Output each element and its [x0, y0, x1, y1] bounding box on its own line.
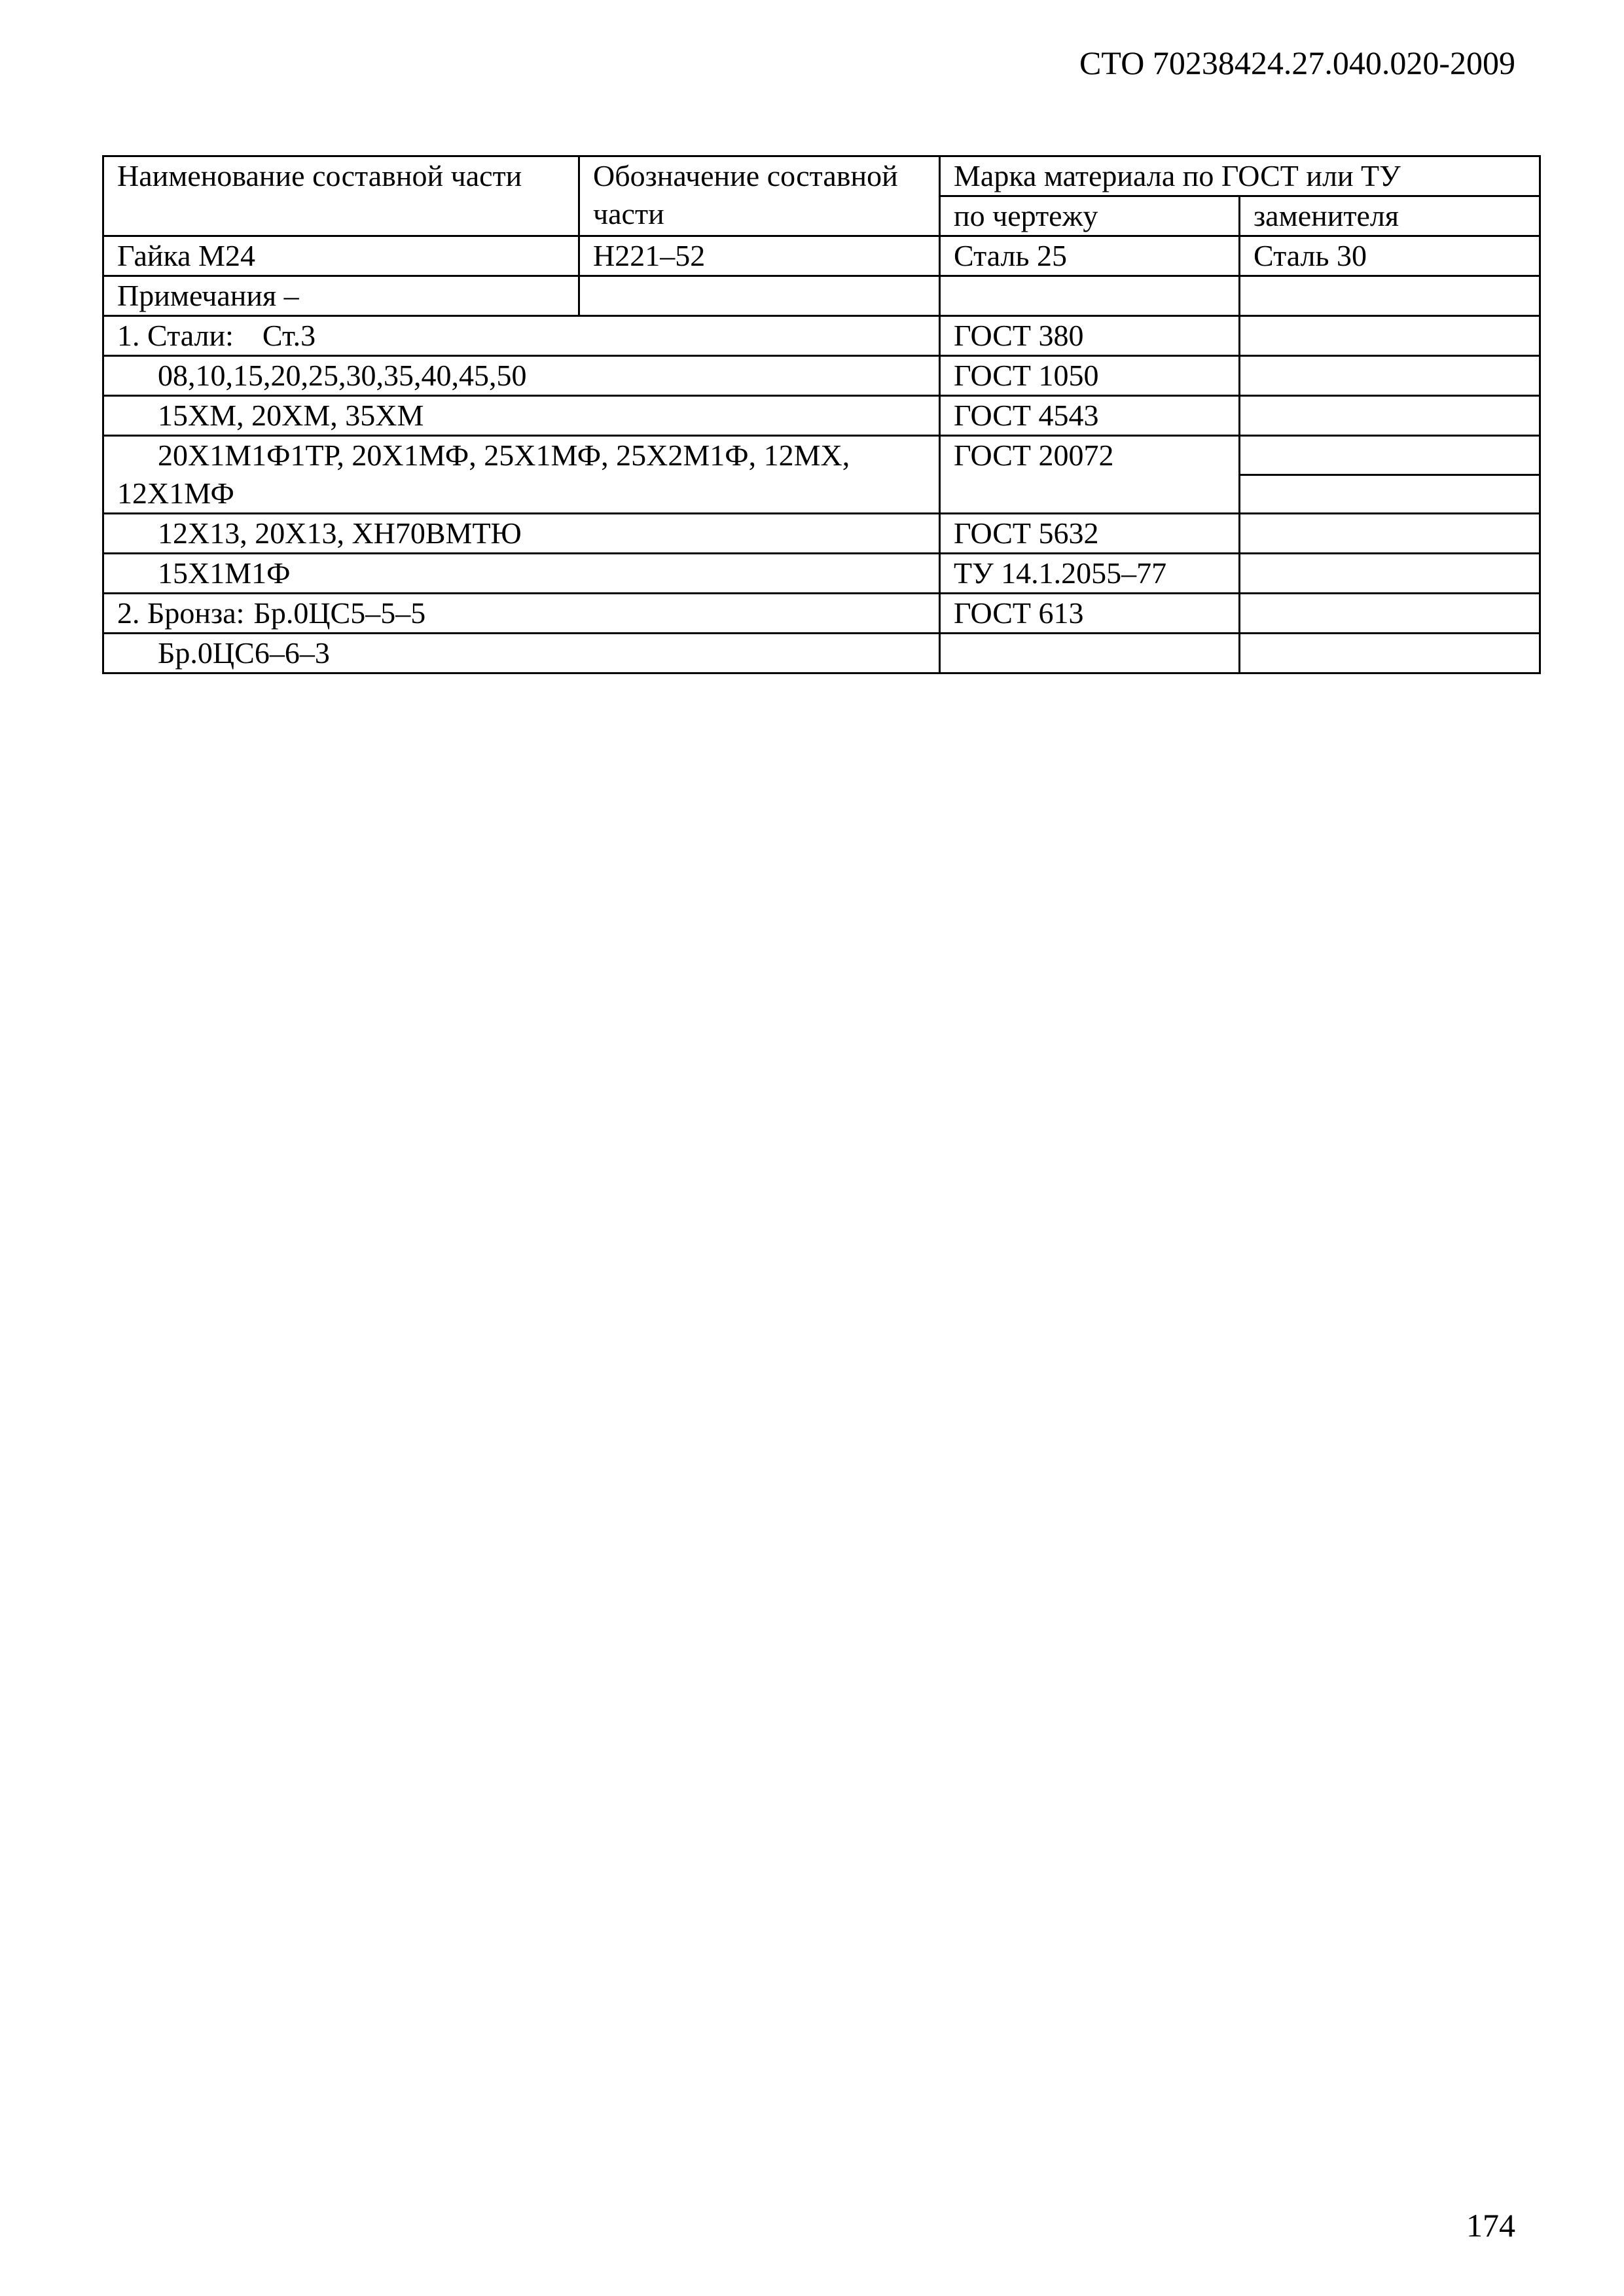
notes-label: Примечания –	[103, 276, 579, 316]
empty-cell	[1240, 396, 1540, 436]
bronze-first-grade	[103, 594, 940, 634]
empty-cell	[579, 276, 940, 316]
table-row	[103, 356, 1540, 396]
steels-label: 1. Стали:	[117, 319, 234, 352]
header-component-designation: Обозначение составной части	[579, 156, 940, 236]
standard-cell: ГОСТ 5632	[940, 514, 1240, 554]
table-row	[103, 634, 1540, 673]
standard-cell: ГОСТ 1050	[940, 356, 1240, 396]
grades-cell: 12Х13, 20Х13, ХН70ВМТЮ	[103, 514, 940, 554]
standard-cell: ТУ 14.1.2055–77	[940, 554, 1240, 594]
part-material: Сталь 25	[940, 236, 1240, 276]
grades-cell: 15Х1М1Ф	[103, 554, 940, 594]
empty-cell	[1240, 276, 1540, 316]
grades-cell: Бр.0ЦС6–6–3	[103, 634, 940, 673]
steels-first-grade	[103, 316, 940, 356]
materials-table	[102, 155, 1541, 674]
header-per-drawing: по чертежу	[940, 196, 1240, 236]
table-row	[103, 396, 1540, 436]
empty-cell	[1240, 436, 1540, 475]
standard-cell: ГОСТ 4543	[940, 396, 1240, 436]
empty-cell	[1240, 594, 1540, 634]
grade-text: Ст.3	[262, 319, 316, 352]
document-code: СТО 70238424.27.040.020-2009	[1079, 45, 1515, 81]
table-row	[103, 316, 1540, 356]
part-designation: Н221–52	[579, 236, 940, 276]
table-row	[103, 436, 1540, 475]
empty-cell	[1240, 356, 1540, 396]
header-material-grade: Марка материала по ГОСТ или ТУ	[940, 156, 1540, 196]
table-row	[103, 514, 1540, 554]
table-row	[103, 236, 1540, 276]
grades-cell: 20Х1М1Ф1ТР, 20Х1МФ, 25Х1МФ, 25Х2М1Ф, 12МХ, 12Х1МФ	[103, 436, 940, 514]
standard-cell: ГОСТ 380	[940, 316, 1240, 356]
empty-cell	[1240, 514, 1540, 554]
empty-cell	[940, 276, 1240, 316]
page-number: 174	[1466, 2207, 1515, 2244]
empty-cell	[1240, 475, 1540, 514]
bronze-label: 2. Бронза:	[117, 596, 245, 630]
empty-cell	[1240, 554, 1540, 594]
part-name: Гайка М24	[103, 236, 579, 276]
notes-row	[103, 276, 1540, 316]
standard-cell: ГОСТ 613	[940, 594, 1240, 634]
empty-cell	[1240, 316, 1540, 356]
part-substitute: Сталь 30	[1240, 236, 1540, 276]
standard-cell: ГОСТ 20072	[940, 436, 1240, 514]
table-row	[103, 554, 1540, 594]
header-row-top	[103, 156, 1540, 196]
grades-cell: 08,10,15,20,25,30,35,40,45,50	[103, 356, 940, 396]
empty-cell	[940, 634, 1240, 673]
header-substitute: заменителя	[1240, 196, 1540, 236]
table-row	[103, 594, 1540, 634]
grade-text: Бр.0ЦС5–5–5	[253, 596, 426, 630]
header-component-name: Наименование составной части	[103, 156, 579, 236]
grades-cell: 15ХМ, 20ХМ, 35ХМ	[103, 396, 940, 436]
empty-cell	[1240, 634, 1540, 673]
